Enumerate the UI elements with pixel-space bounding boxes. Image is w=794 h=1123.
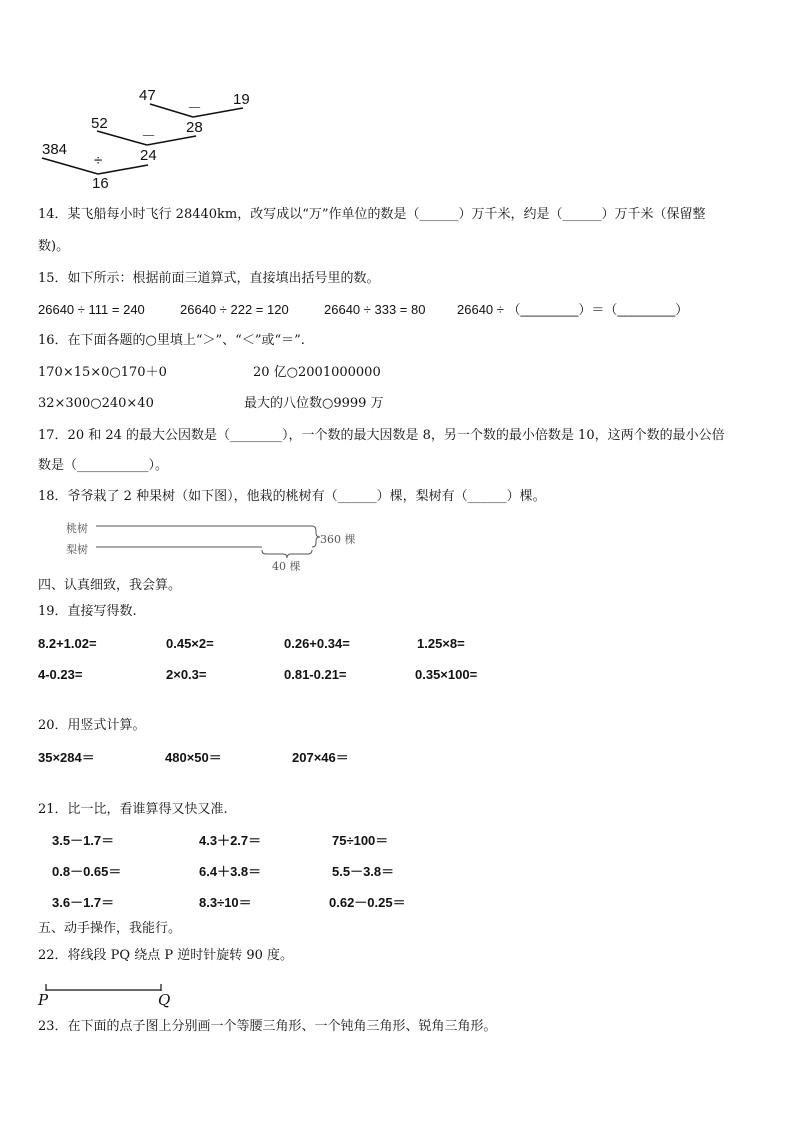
q19-title: 19．直接写得数. (38, 604, 137, 619)
q19-r1-c2: 0.45×2= (166, 636, 214, 651)
q15-equation-3: 26640 ÷ 333 = 80 (324, 302, 426, 317)
q17-line1: 17．20 和 24 的最大公因数是（________），一个数的最大因数是 8，另一个数的最小倍数是 10，这两个数的最小公倍 (38, 428, 725, 443)
q14-line2: 数)。 (38, 239, 70, 254)
chain-line-2-left (97, 131, 147, 145)
section-4-heading: 四、认真细致，我会算。 (38, 578, 182, 593)
operation-chain-diagram (0, 0, 794, 200)
q21-r1-c2: 4.3＋2.7＝ (199, 833, 262, 848)
diagram-number-384: 384 (42, 141, 68, 158)
total-brace (312, 526, 320, 547)
q16-item-c: 32×300○240×40 (38, 396, 154, 411)
q15-equation-1: 26640 ÷ 111 = 240 (38, 302, 145, 317)
diagram-number-16: 16 (92, 175, 109, 192)
q21-r1-c1: 3.5－1.7＝ (52, 833, 115, 848)
diagram-minus-2: － (141, 128, 157, 145)
q14-line1: 14．某飞船每小时飞行 28440km，改写成以“万”作单位的数是（______）万千米，约是（______）万千米（保留整 (38, 207, 706, 222)
q21-r2-c2: 6.4＋3.8＝ (199, 864, 262, 879)
q21-r3-c2: 8.3÷10＝ (199, 895, 252, 910)
q20-item-3: 207×46＝ (292, 750, 349, 765)
q20-item-1: 35×284＝ (38, 750, 95, 765)
q17-line2: 数是（___________）。 (38, 458, 169, 473)
q21-r2-c1: 0.8－0.65＝ (52, 864, 122, 879)
diagram-number-24: 24 (140, 147, 157, 164)
section-5-heading: 五、动手操作，我能行。 (38, 921, 182, 936)
pear-tree-label: 梨树 (66, 543, 88, 556)
q18-title: 18．爷爷栽了 2 种果树（如下图），他栽的桃树有（______）棵，梨树有（______）棵。 (38, 489, 546, 504)
q22-title: 22．将线段 PQ 绕点 P 逆时针旋转 90 度。 (38, 948, 294, 963)
q19-r1-c3: 0.26+0.34= (284, 636, 350, 651)
q16-item-d: 最大的八位数○9999 万 (244, 396, 384, 411)
q21-title: 21．比一比，看谁算得又快又准. (38, 802, 228, 817)
q19-r1-c4: 1.25×8= (417, 636, 465, 651)
q19-r1-c1: 8.2+1.02= (38, 636, 97, 651)
point-q-label: Q (158, 991, 171, 1009)
q20-item-2: 480×50＝ (165, 750, 222, 765)
diagram-number-19: 19 (233, 91, 250, 108)
q19-r2-c3: 0.81-0.21= (284, 667, 347, 682)
diagram-divide-sign: ÷ (94, 152, 103, 169)
diagram-minus-1: － (187, 100, 203, 117)
q15-equation-2: 26640 ÷ 222 = 120 (180, 302, 289, 317)
q15-equation-4: 26640 ÷ （________）＝（________） (457, 302, 689, 317)
point-p-label: P (38, 991, 49, 1009)
difference-count-label: 40 棵 (272, 560, 301, 573)
q19-r2-c4: 0.35×100= (415, 667, 478, 682)
q21-r3-c1: 3.6－1.7＝ (52, 895, 115, 910)
q21-r3-c3: 0.62－0.25＝ (329, 895, 406, 910)
q23-title: 23．在下面的点子图上分别画一个等腰三角形、一个钝角三角形、锐角三角形。 (38, 1019, 497, 1034)
peach-tree-label: 桃树 (66, 522, 88, 535)
q16-item-b: 20 亿○2001000000 (253, 365, 381, 380)
q21-r2-c3: 5.5－3.8＝ (332, 864, 395, 879)
difference-brace (262, 550, 312, 558)
total-count-label: 360 棵 (320, 533, 356, 546)
q19-r2-c2: 2×0.3= (166, 667, 207, 682)
diagram-number-47: 47 (139, 87, 156, 104)
q16-item-a: 170×15×0○170＋0 (38, 365, 167, 380)
q16-title: 16．在下面各题的○里填上“＞”、“＜”或“＝”. (38, 333, 305, 348)
diagram-number-28: 28 (186, 119, 203, 136)
q19-r2-c1: 4-0.23= (38, 667, 83, 682)
diagram-number-52: 52 (91, 115, 108, 132)
chain-line-3-left (42, 158, 98, 174)
chain-line-3-right (98, 165, 148, 174)
q21-r1-c3: 75÷100＝ (332, 833, 389, 848)
q15-title: 15．如下所示：根据前面三道算式，直接填出括号里的数。 (38, 271, 380, 286)
q20-title: 20．用竖式计算。 (38, 718, 146, 733)
